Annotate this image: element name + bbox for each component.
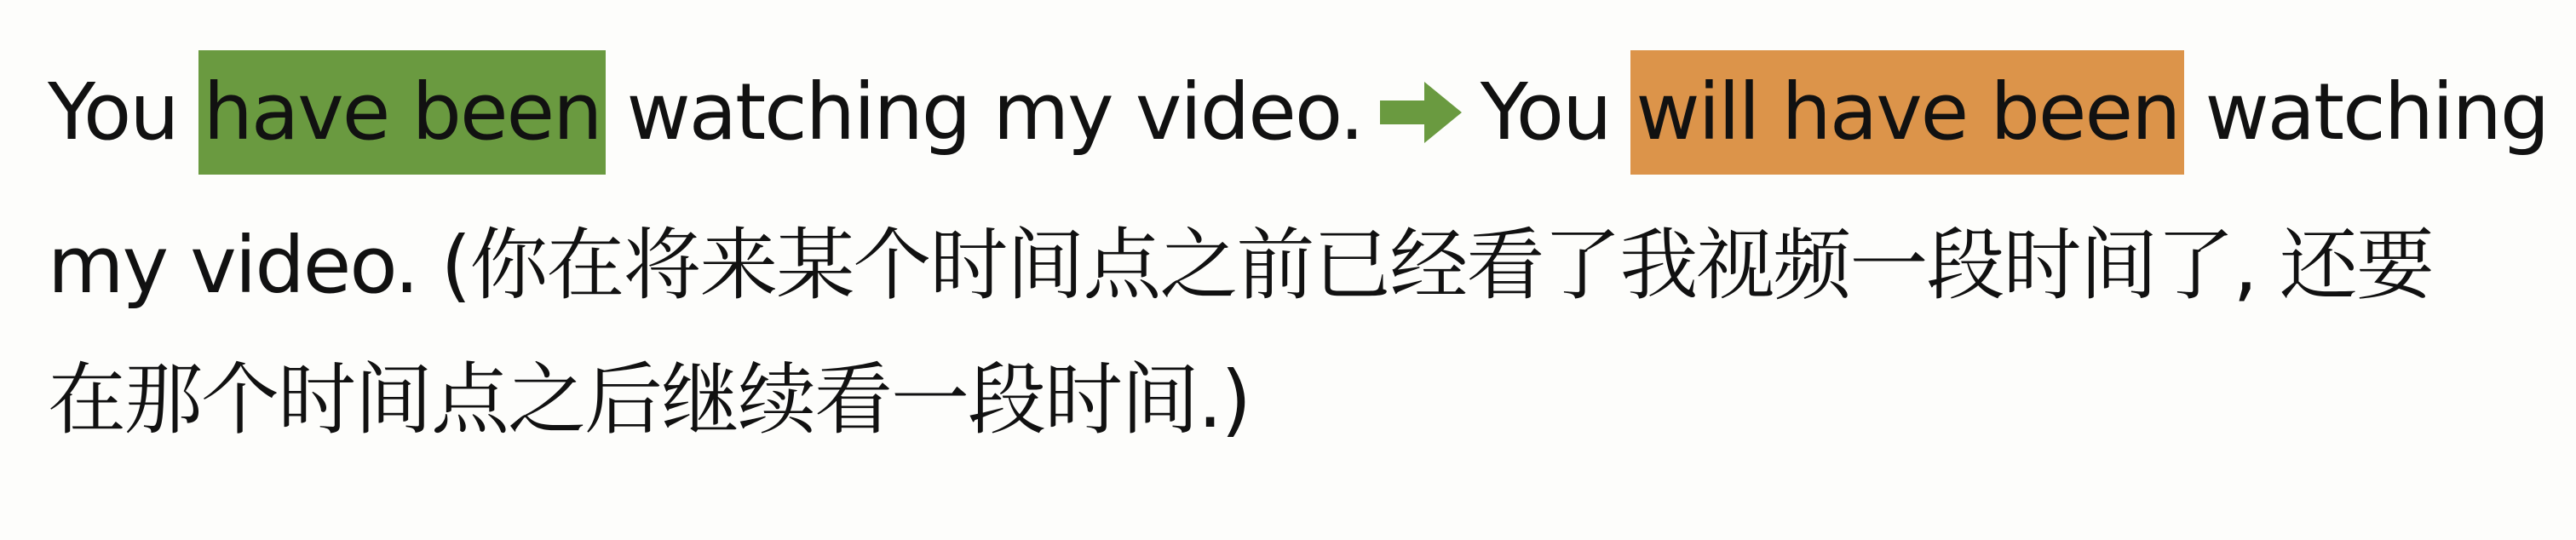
highlight-have-been: have been [198,50,607,175]
sentence-line-1 [48,44,2548,181]
subject-you-2: You [1480,66,1611,158]
text-watching-my-video: watching my video. [626,66,1363,158]
highlight-will-have-been: will have been [1630,50,2184,175]
subject-you-1: You [48,66,178,158]
right-arrow-icon [1380,78,1462,146]
text-watching: watching [2205,66,2549,158]
sentence-line-2: my video. (你在将来某个时间点之前已经看了我视频一段时间了, 还要 [48,220,2433,311]
sentence-line-3: 在那个时间点之后继续看一段时间.) [48,354,1251,445]
